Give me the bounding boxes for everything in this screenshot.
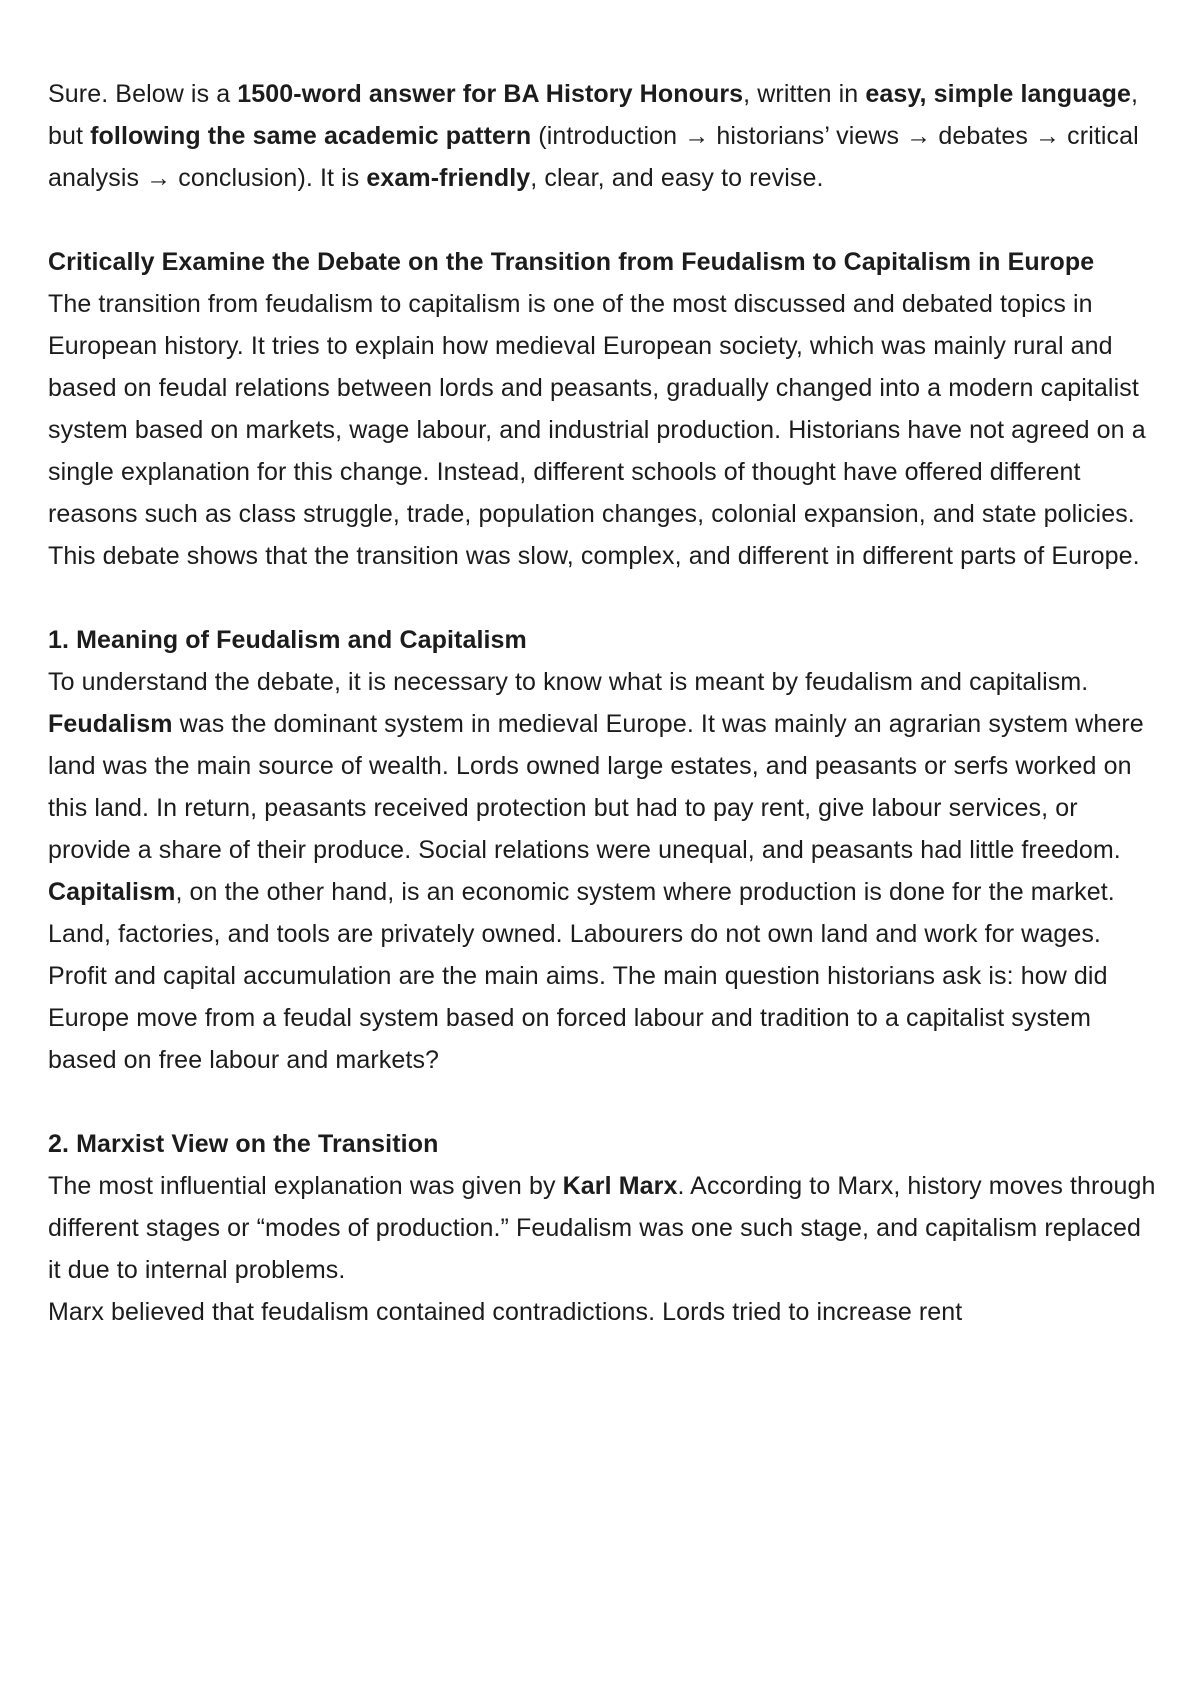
intro-bold-language: easy, simple language xyxy=(865,80,1131,108)
intro-text: , written in xyxy=(743,80,866,108)
section-1-paragraph-1: To understand the debate, it is necessary to know what is meant by feudalism and capitalism. xyxy=(48,668,1089,696)
section-1-heading-text: 1. Meaning of Feudalism and Capitalism xyxy=(48,626,527,654)
paragraph-gap xyxy=(48,199,1160,241)
section-2-heading-text: 2. Marxist View on the Transition xyxy=(48,1130,439,1158)
intro-bold-word-count: 1500-word answer for BA History Honours xyxy=(237,80,744,108)
document-title xyxy=(48,241,1160,283)
paragraph-gap xyxy=(48,577,1160,619)
intro-text: Sure. Below is a xyxy=(48,80,238,108)
feudalism-paragraph xyxy=(48,703,1160,871)
section-2-text: . According to Marx, history moves through different stages or “modes of production.” Feudalism was one such stage, and capitalism replaced it due to internal problems. xyxy=(48,1172,1156,1284)
capitalism-paragraph xyxy=(48,871,1160,1081)
karl-marx-name: Karl Marx xyxy=(562,1172,678,1200)
feudalism-term: Feudalism xyxy=(48,710,173,738)
document-title-text: Critically Examine the Debate on the Transition from Feudalism to Capitalism in Europe xyxy=(48,248,1095,276)
section-2-paragraph-2: Marx believed that feudalism contained contradictions. Lords tried to increase rent xyxy=(48,1298,963,1326)
capitalism-text: , on the other hand, is an economic system where production is done for the market. Land, factories, and tools are privately owned. Labourers do not own land and work for wages. Profit and capital accumulation are the main aims. The main question historians ask is: how did Europe move from a feudal system based on forced labour and tradition to a capitalist system based on free labour and markets? xyxy=(48,878,1115,1074)
section-2-heading xyxy=(48,1123,1160,1165)
document-page xyxy=(48,73,1160,1333)
section-2-paragraph-1 xyxy=(48,1165,1160,1291)
intro-text: , clear, and easy to revise. xyxy=(530,164,824,192)
capitalism-term: Capitalism xyxy=(48,878,176,906)
section-1-heading xyxy=(48,619,1160,661)
section-2-text: The most influential explanation was given by xyxy=(48,1172,563,1200)
paragraph-gap xyxy=(48,1081,1160,1123)
intro-paragraph xyxy=(48,73,1160,199)
opening-paragraph: The transition from feudalism to capitalism is one of the most discussed and debated topics in European history. It tries to explain how medieval European society, which was mainly rural and based on feudal relations between lords and peasants, gradually changed into a modern capitalist system based on markets, wage labour, and industrial production. Historians have not agreed on a single explanation for this change. Instead, different schools of thought have offered different reasons such as class struggle, trade, population changes, colonial expansion, and state policies. This debate shows that the transition was slow, complex, and different in different parts of Europe. xyxy=(48,290,1146,570)
feudalism-text: was the dominant system in medieval Europe. It was mainly an agrarian system where land was the main source of wealth. Lords owned large estates, and peasants or serfs worked on this land. In return, peasants received protection but had to pay rent, give labour services, or provide a share of their produce. Social relations were unequal, and peasants had little freedom. xyxy=(48,710,1144,864)
intro-bold-exam: exam-friendly xyxy=(366,164,531,192)
intro-text: , but xyxy=(48,80,1139,150)
intro-text: (introduction → historians’ views → debates → critical analysis → conclusion). It is xyxy=(48,122,1139,192)
intro-bold-pattern: following the same academic pattern xyxy=(90,122,532,150)
